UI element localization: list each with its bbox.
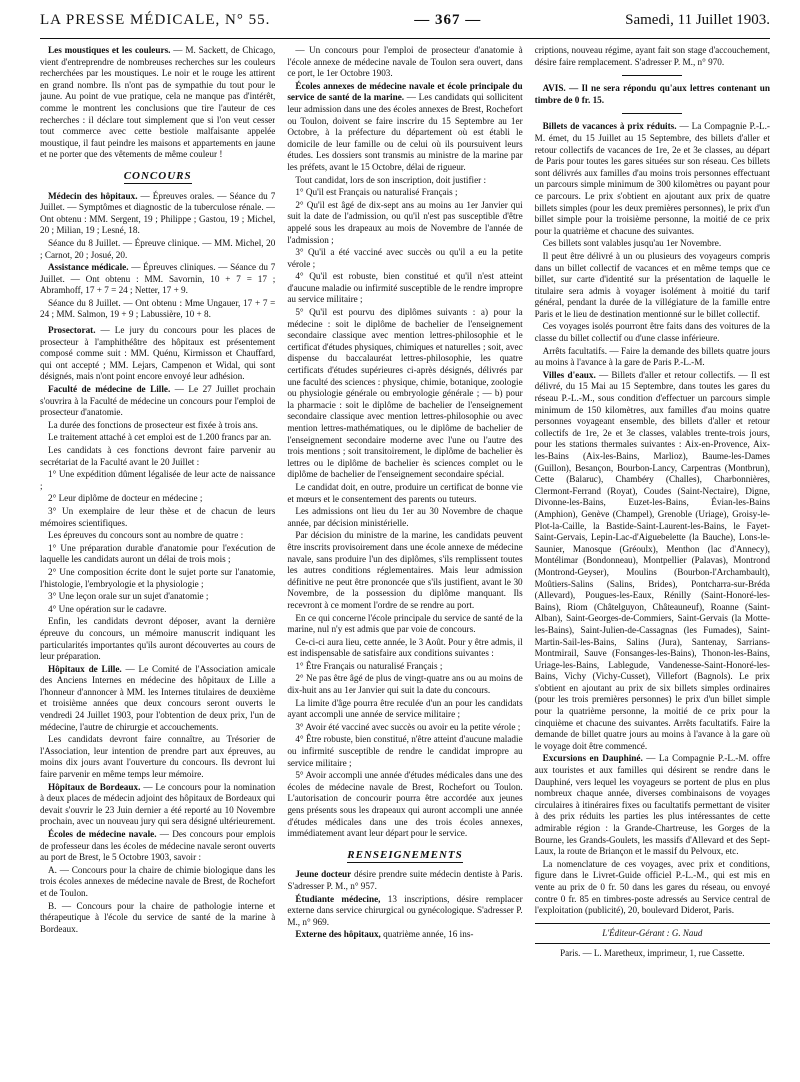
paragraph: Les candidats à ces fonctions devront faire parvenir au secrétariat de la Faculté avant le 20 Juillet : — [40, 445, 276, 467]
page-header — [40, 12, 770, 32]
issue-date: Samedi, 11 Juillet 1903. — [625, 12, 770, 28]
article-billets-vacances: Billets de vacances à prix réduits. — La Compagnie P.-L.-M. émet, du 15 Juillet au 15 Septembre, des billets d'aller et retour collectifs de vacances de 1re, 2e et 3e classes, au départ de Paris pour toutes les gares situées sur son réseau. Ces billets sont délivrés aux familles d'au moins trois personnes effectuant un parcours simple minimum de 300 kilomètres ou payant pour ce parcours. Le prix s'obtient en ajoutant aux prix de quatre billets simples (pour les deux premières personnes), le prix d'un billet simple pour la troisième personne, la moitié de ce prix pour la quatrième et chacune des suivantes. — [534, 121, 770, 236]
paragraph: Arrêts facultatifs. — Faire la demande des billets quatre jours au moins à l'avance à la gare de Paris P.-L.-M. — [534, 345, 770, 368]
journal-title: LA PRESSE MÉDICALE, N° 55. — [40, 12, 271, 28]
paragraph: B. — Concours pour la chaire de pathologie interne et thérapeutique à l'école du service de santé de la marine à Bordeaux. — [40, 900, 276, 934]
article-assistance-medicale: Assistance médicale. — Épreuves cliniques. — Séance du 7 Juillet. — Ont obtenu : MM. Savornin, 10 + 7 = 17 ; Abramhoff, 17 + 7 = 24 ; Netter, 17 + 9. — [40, 262, 276, 296]
article-mosquitoes: Les moustiques et les couleurs. — M. Sackett, de Chicago, vient d'entreprendre de nombreuses recherches sur les couleurs recherchées par les moustiques. Le noir et le rouge les attirent en grand nombre. Ils n'ont pas de sympathie du tout pour le jaune. Au point de vue pratique, cela ne manque pas d'intérêt, comme le montrent les conclusions que tire l'auteur de ces recherches : il déclare tout simplement que si l'on veut cesser tout commerce avec cette bestiole malfaisante appelée moustique, il faut peindre les maisons et appartements en jaune et ne porter que des vêtements de même couleur ! — [40, 45, 276, 160]
section-heading-concours: CONCOURS — [123, 169, 192, 182]
list-item: 3° Qu'il a été vacciné avec succès ou qu'il a eu la petite vérole ; — [287, 247, 523, 269]
article-villes-eaux: Villes d'eaux. — Billets d'aller et retour collectifs. — Il est délivré, du 15 Mai au 15 Septembre, dans toutes les gares du réseau P.-L.-M., sous condition d'effectuer un parcours simple minimum de 150 kilomètres, aux familles d'au moins quatre personnes voyageant ensemble, des billets d'aller et retour collectifs de 1re, 2e et 3e classes, valables trente-trois jours, pour les stations thermales suivantes : Aix-en-Provence, Aix-les-Bains (Aix-les-Bains, Marlioz), Baume-les-Dames (Guillon), Besançon, Bourbon-Lancy, Carpentras (Montbrun), Cette (Balaruc), Chambéry (Challes), Charbonnières, Clermont-Ferrand (Royat), Coudes (Saint-Nectaire), Digne, Divonne-les-Bains, Euzet-les-Bains, Évian-les-Bains (Amphion), Genève (Champel), Grenoble (Uriage), Groisy-le-Plot-la-Caille, la Bastide-Saint-Laurent-les-Bains, le Fayet-Saint-Gervais, Lepin-Lac-d'Aiguebelette (la Bauche), Lons-le-Saunier, Manosque (Gréoulx), Menthon (lac d'Annecy), Montélimar (Bondonneau), Montpellier (Palavas), Montrond (Montrond-Geyser), Moulins (Bourbon-l'Archambault), Moûtiers-Salins (Salins, Brides), Pontcharra-sur-Bréda (Allevard), Pougues-les-Eaux, Rénilly (Saint-Honoré-les-Bains), Riom (Châtelguyon, Châteauneuf), Roanne (Saint-Alban), Saint-Georges-de-Commiers, Saint-Gervais (la Motte-les-Bains), Saint-Julien-de-Cassagnas (les Fumades), Saint-Martin-Sail-les-Bains, Salins (Jura), Santenay, Sarrians-Montmirail, Sauve (Fonsanges-les-Bains), Thonon-les-Bains, Uriage-les-Bains, Lablegude, Vandenesse-Saint-Honoré-les-Bains, Vichy (Vichy-Cusset), Villefort (Bagnols). Le prix s'obtient en ajoutant au prix de six billets simples ordinaires (pour les trois premières personnes) le prix d'un billet simple pour la quatrième personne, la moitié de ce prix pour la cinquième et chacune des suivantes. Arrêts facultatifs. Faire la demande de billet quatre jours au moins à l'avance à la gare où le voyage doit être commencé. — [534, 369, 770, 751]
column-3 — [535, 45, 770, 960]
paragraph: La nomenclature de ces voyages, avec prix et conditions, figure dans le Livret-Guide officiel P.-L.-M., qui est mis en vente au prix de 0 fr. 50 dans les gares du réseau, ou envoyé contre 0 fr. 85 en timbres-poste adressés au Service central de l'exploitation (publicité), 20, boulevard Diderot, Paris. — [534, 858, 770, 916]
column-1 — [40, 45, 275, 960]
paragraph: Ce-ci-ci aura lieu, cette année, le 3 Août. Pour y être admis, il est indispensable de satisfaire aux conditions suivantes : — [287, 636, 523, 659]
paragraph: A. — Concours pour la chaire de chimie biologique dans les trois écoles annexes de médecine navale de Brest, de Rochefort et de Toulon. — [40, 864, 276, 898]
section-heading-renseignements: RENSEIGNEMENTS — [347, 848, 463, 861]
article-hopitaux-lille: Hôpitaux de Lille. — Le Comité de l'Association amicale des Anciens Internes en médecine des hôpitaux de Lille a l'honneur d'annoncer à MM. les Internes titulaires de deuxième et troisième années que deux concours seront ouverts le vendredi 24 Juillet 1903, pour l'obtention de deux prix, l'un de médecine, l'autre de chirurgie et accouchements. — [40, 663, 276, 732]
list-item: 4° Être robuste, bien constitué, n'être atteint d'aucune maladie ou infirmité susceptible de rendre le candidat impropre au service militaire ; — [287, 734, 523, 768]
paragraph: Ces billets sont valables jusqu'au 1er Novembre. — [542, 238, 722, 249]
paragraph: Le candidat doit, en outre, produire un certificat de bonne vie et mœurs et le consentement des parents ou tuteurs. — [287, 481, 523, 504]
article-prosectorat: Prosectorat. — Le jury du concours pour les places de prosecteur à l'amphithéâtre des hôpitaux est présentement composé comme suit : MM. Quénu, Kirmisson et Chauffard, qui ont accepté ; MM. Lejars, Campenon et Widal, qui sont désignés, mais n'ont point encore envoyé leur adhésion. — [40, 325, 276, 382]
list-item: 1° Une expédition dûment légalisée de leur acte de naissance ; — [40, 469, 276, 491]
column-2 — [287, 45, 522, 960]
list-item: 3° Un exemplaire de leur thèse et de chacun de leurs mémoires scientifiques. — [40, 505, 276, 528]
divider — [622, 75, 682, 76]
paragraph: En ce qui concerne l'école principale du service de santé de la marine, nul n'y est admis que par voie de concours. — [287, 612, 523, 635]
list-item: 1° Être Français ou naturalisé Français ; — [295, 660, 443, 671]
paragraph: Séance du 8 Juillet. — Épreuve clinique. — MM. Michel, 20 ; Carnot, 20 ; Josué, 20. — [40, 237, 276, 260]
article-faculte-lille: Faculté de médecine de Lille. — Le 27 Juillet prochain s'ouvrira à la Faculté de médecine un concours pour l'emploi de prosecteur d'anatomie. — [40, 384, 276, 418]
list-item: 2° Ne pas être âgé de plus de vingt-quatre ans ou au moins de dix-huit ans au 1er Janvier qui suit la date du concours. — [287, 673, 523, 696]
page-number: — 367 — — [414, 12, 482, 28]
list-item: 4° Qu'il est robuste, bien constitué et qu'il n'est atteint d'aucune maladie ou infirmité susceptible de le rendre impropre au service militaire ; — [287, 271, 523, 305]
paragraph: Tout candidat, lors de son inscription, doit justifier : — [295, 174, 487, 185]
page-footer — [535, 923, 770, 960]
header-rule — [40, 38, 770, 39]
paragraph: La durée des fonctions de prosecteur est fixée à trois ans. — [48, 419, 258, 430]
list-item: 2° Qu'il est âgé de dix-sept ans au moins au 1er Janvier qui suit la date de l'admission, ou qu'il n'est pas susceptible d'être appelé sous les drapeaux au mois de Novembre de l'année de l'admission ; — [287, 199, 523, 245]
article-excursions-dauphine: Excursions en Dauphiné. — La Compagnie P.-L.-M. offre aux touristes et aux familles qui désirent se rendre dans le Dauphiné, vers lequel les voyageurs se portent de plus en plus nombreux chaque année, diverses combinaisons de voyages circulaires à itinéraires fixes ou facultatifs permettant de visiter à des prix réduits les parties les plus intéressantes de cette admirable région : la Grande-Chartreuse, les Gorges de la Bourne, les Grands-Goulets, les massifs d'Allevard et des Sept-Laux, la route de Briançon et le massif du Pelvoux, etc. — [534, 753, 770, 857]
list-item: 3° Une leçon orale sur un sujet d'anatomie ; — [48, 591, 209, 602]
list-item: 3° Avoir été vacciné avec succès ou avoir eu la petite vérole ; — [295, 721, 521, 732]
list-item: 1° Une préparation durable d'anatomie pour l'exécution de laquelle les candidats auront un délai de trois mois ; — [40, 542, 276, 565]
paragraph: criptions, nouveau régime, ayant fait son stage d'accouchement, désire faire remplacement. S'adresser P. M., n° 970. — [534, 45, 770, 67]
paragraph: Le traitement attaché à cet emploi est de 1.200 francs par an. — [48, 432, 272, 443]
footer-rule — [535, 943, 770, 944]
list-item: 1° Qu'il est Français ou naturalisé Français ; — [295, 187, 458, 198]
paragraph: Il peut être délivré à un ou plusieurs des voyageurs compris dans un billet collectif de vacances et en même temps que ce billet, sur carte d'identité sur la présentation de laquelle le titulaire sera admis à voyager isolément à moitié du tarif général, pendant la durée de la villégiature de la famille entre Paris et le lieu de destination mentionné sur le billet collectif. — [534, 250, 770, 319]
paragraph: Les candidats devront faire connaître, au Trésorier de l'Association, leur intention de prendre part aux épreuves, au moins dix jours avant l'ouverture du concours. Ils devront lui faire parvenir en même temps leur mémoire. — [40, 734, 276, 780]
list-item: La limite d'âge pourra être reculée d'un an pour les candidats ayant accompli une année de service militaire ; — [287, 697, 523, 720]
classified-ad: Externe des hôpitaux, quatrième année, 16 ins- — [295, 929, 474, 940]
publisher-signature: L'Éditeur-Gérant : G. Naud — [602, 927, 703, 938]
paragraph: Les admissions ont lieu du 1er au 30 Novembre de chaque année, par décision ministérielle. — [287, 506, 523, 528]
list-item: 4° Une opération sur le cadavre. — [48, 603, 167, 614]
list-item: 5° Qu'il est pourvu des diplômes suivants : a) pour la médecine : soit le diplôme de bachelier de l'enseignement secondaire classique avec mention lettres-philosophie et le certificat d'études physiques, chimiques et naturelles ; soit, avec dispense du baccalauréat lettres-philosophie, les quatre certificats d'études supérieures ci-après désignés, délivrés par une faculté des sciences : physique, chimie, botanique, zoologie ou physiologie générale ou embryologie générale ; — b) pour la pharmacie : soit le diplôme de bachelier de l'enseignement secondaire classique avec mention lettres-philosophie ou avec mention lettres-mathématiques, ou le diplôme de bachelier de l'enseignement secondaire moderne avec l'une ou l'autre des trois mentions ; soit transitoirement, le diplôme de bachelier ès lettres ou le diplôme de bachelier ès sciences complet ou le diplôme de bachelier de l'enseignement secondaire spécial. — [287, 307, 523, 480]
paragraph: — Un concours pour l'emploi de prosecteur d'anatomie à l'école annexe de médecine navale de Toulon sera ouvert, dans ce port, le 1er Octobre 1903. — [287, 45, 523, 79]
paragraph: Enfin, les candidats devront déposer, avant la dernière épreuve du concours, un mémoire manuscrit indiquant les particularités importantes qu'ils auront découvertes au cours de leur préparation. — [40, 616, 276, 662]
printer-imprint: Paris. — L. Maretheux, imprimeur, 1, rue Cassette. — [560, 948, 745, 959]
classified-ad: Jeune docteur désire prendre suite médecin dentiste à Paris. S'adresser P. M., n° 957. — [287, 869, 523, 891]
paragraph: Les épreuves du concours sont au nombre de quatre : — [48, 530, 244, 541]
classified-ad: Étudiante médecine, 13 inscriptions, désire remplacer externe dans service chirurgical ou gynécologique. S'adresser P. M., n° 969. — [287, 893, 523, 927]
list-item: 2° Une composition écrite dont le sujet porte sur l'anatomie, l'histologie, l'embryologie et la physiologie ; — [40, 566, 276, 589]
list-item: 2° Leur diplôme de docteur en médecine ; — [48, 493, 203, 504]
footer-rule — [535, 923, 770, 924]
notice-avis: AVIS. — Il ne sera répondu qu'aux lettres contenant un timbre de 0 fr. 15. — [534, 83, 770, 105]
columns — [40, 45, 770, 960]
divider — [622, 113, 682, 114]
paragraph: Séance du 8 Juillet. — Ont obtenu : Mme Ungauer, 17 + 7 = 24 ; MM. Salmon, 19 + 9 ; Labussière, 10 + 8. — [40, 297, 276, 320]
paragraph: Ces voyages isolés pourront être faits dans des voitures de la classe du billet collectif ou d'une classe inférieure. — [534, 321, 770, 344]
article-hopitaux-bordeaux: Hôpitaux de Bordeaux. — Le concours pour la nomination à deux places de médecin adjoint des hôpitaux de Bordeaux qui devait s'ouvrir le 23 Juin dernier a été reporté au 10 Novembre prochain, avec un nouveau jury qui sera désigné ultérieurement. — [40, 781, 276, 827]
list-item: 5° Avoir accompli une année d'études médicales dans une des écoles de médecine navale de Brest, Rochefort ou Toulon. L'autorisation de concourir pourra être accordée aux jeunes gens présents sous les drapeaux qui auront accompli une année d'études médicales dans une des trois écoles annexes, immédiatement avant leur départ pour le service. — [287, 770, 523, 839]
paragraph: Par décision du ministre de la marine, les candidats peuvent être inscrits provisoirement dans une école annexe de médecine navale, sans produire l'un des diplômes, s'ils remplissent toutes les autres conditions réglementaires. Mais leur admission définitive ne peut être prononcée que s'ils justifient, avant le 30 Novembre, de la possession du diplôme manquant. Ils recevront à ce moment l'ordre de se rendre au port. — [287, 530, 523, 610]
article-ecoles-annexes: Écoles annexes de médecine navale et école principale du service de santé de la marine. — Les candidats qui sollicitent leur admission dans une des écoles annexes de Brest, Rochefort ou Toulon, doivent se faire inscrire du 15 Septembre au 1er Octobre, à la préfecture du département où est établi le domicile de leur famille ou de celui où ils poursuivent leurs études. Les dossiers sont transmis au ministre de la marine par les préfets, avant le 15 Octobre, délai de rigueur. — [287, 80, 523, 172]
article-ecoles-medecine-navale: Écoles de médecine navale. — Des concours pour emplois de professeur dans les écoles de médecine navale seront ouverts au port de Brest, le 5 Octobre 1903, savoir : — [40, 829, 276, 863]
article-medecin-hopitaux: Médecin des hôpitaux. — Épreuves orales. — Séance du 7 Juillet. — Symptômes et diagnostic de la tuberculose rénale. — Ont obtenu : MM. Sergent, 19 ; Philippe ; Gastou, 19 ; Michel, 20 ; Milian, 19 ; Lesné, 18. — [40, 190, 276, 236]
